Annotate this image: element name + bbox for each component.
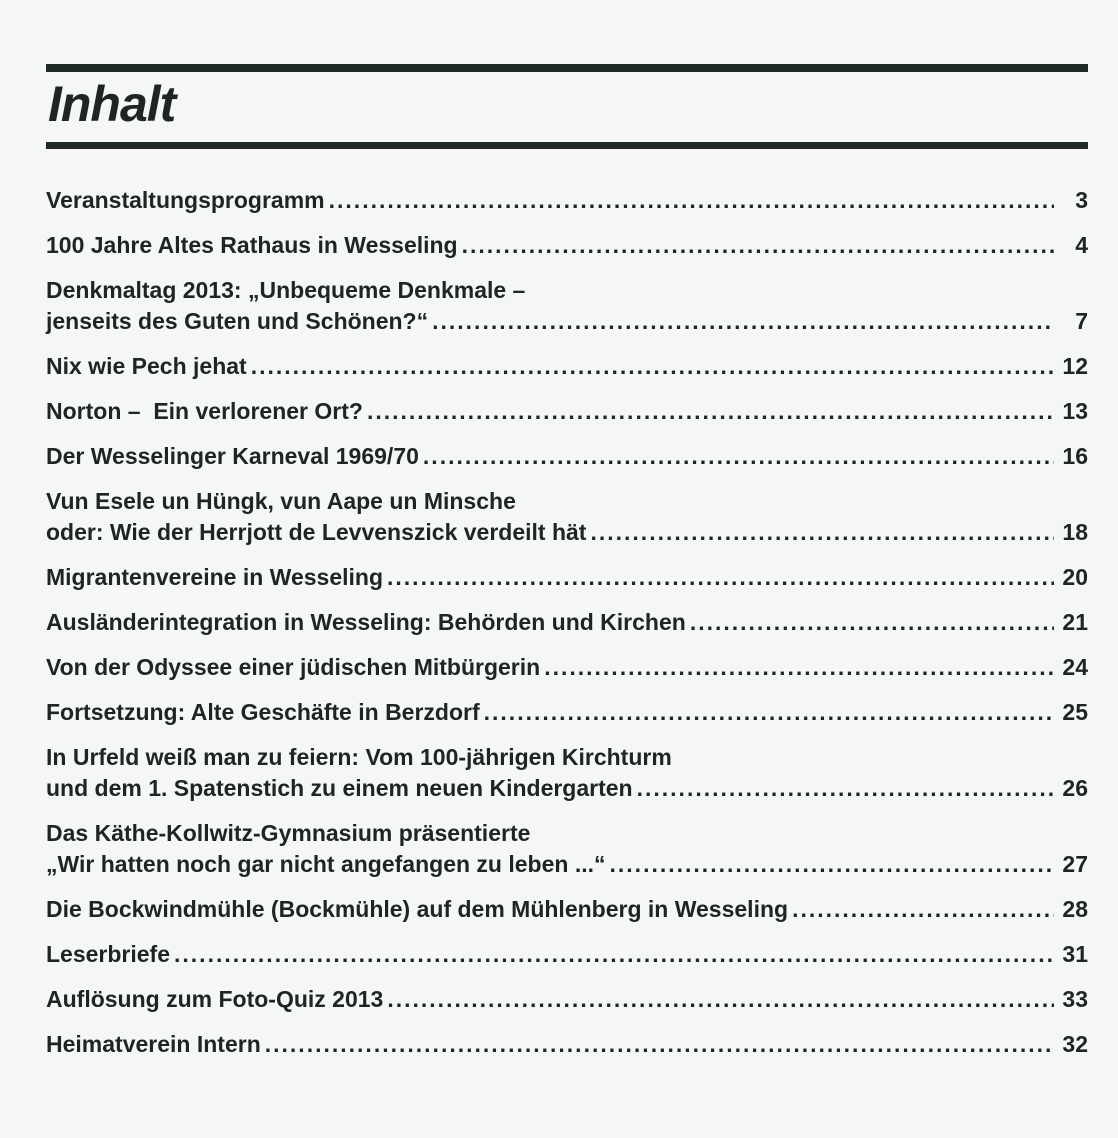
toc-page-number: 32 xyxy=(1062,1031,1088,1057)
toc-entry-altes-rathaus[interactable] xyxy=(46,230,1088,261)
toc-entry-title: Auflösung zum Foto-Quiz 2013 xyxy=(46,986,384,1012)
dot-leader xyxy=(690,607,1054,638)
toc-entry-leserbriefe[interactable] xyxy=(46,939,1088,970)
toc-entry-title-line1: Denkmaltag 2013: „Unbequeme Denkmale – xyxy=(46,277,526,303)
toc-entry-title: Norton – Ein verlorener Ort? xyxy=(46,398,363,424)
dot-leader xyxy=(387,984,1054,1015)
toc-page-number: 16 xyxy=(1062,443,1088,469)
toc-page-number: 12 xyxy=(1062,353,1088,379)
dot-leader xyxy=(329,185,1054,216)
toc-entry-kollwitz-gymnasium[interactable] xyxy=(46,818,1088,880)
toc-page-number: 3 xyxy=(1075,187,1088,213)
toc-entry-odyssee[interactable] xyxy=(46,652,1088,683)
toc-entry-nix-wie-pech[interactable] xyxy=(46,351,1088,382)
page-title: Inhalt xyxy=(48,76,176,132)
toc-entry-foto-quiz[interactable] xyxy=(46,984,1088,1015)
dot-leader xyxy=(265,1029,1054,1060)
toc-entry-berzdorf[interactable] xyxy=(46,697,1088,728)
toc-entry-title-line1: Das Käthe-Kollwitz-Gymnasium präsentierte xyxy=(46,820,531,846)
toc-entry-karneval[interactable] xyxy=(46,441,1088,472)
dot-leader xyxy=(590,517,1054,548)
toc-entry-title: Leserbriefe xyxy=(46,941,171,967)
toc-page-number: 26 xyxy=(1062,775,1088,801)
toc-page-number: 4 xyxy=(1075,232,1088,258)
toc-entry-title: Von der Odyssee einer jüdischen Mitbürgerin xyxy=(46,654,541,680)
toc-entry-title: Veranstaltungsprogramm xyxy=(46,187,325,213)
dot-leader xyxy=(367,396,1054,427)
dot-leader xyxy=(484,697,1054,728)
dot-leader xyxy=(387,562,1054,593)
dot-leader xyxy=(637,773,1054,804)
toc-page-number: 25 xyxy=(1062,699,1088,725)
dot-leader xyxy=(251,351,1054,382)
toc-entry-title: Die Bockwindmühle (Bockmühle) auf dem Mühlenberg in Wesseling xyxy=(46,896,789,922)
toc-entry-title: Migrantenvereine in Wesseling xyxy=(46,564,384,590)
toc-entry-title: jenseits des Guten und Schönen?“ xyxy=(46,308,429,334)
dot-leader xyxy=(423,441,1054,472)
toc-entry-title: Ausländerintegration in Wesseling: Behörden und Kirchen xyxy=(46,609,686,635)
dot-leader xyxy=(174,939,1054,970)
toc-entry-title: Der Wesselinger Karneval 1969/70 xyxy=(46,443,419,469)
toc-page-number: 7 xyxy=(1075,308,1088,334)
toc-page-number: 31 xyxy=(1062,941,1088,967)
table-of-contents-page xyxy=(46,64,1088,1074)
toc-entry-title: Heimatverein Intern xyxy=(46,1031,261,1057)
toc-entry-title-line1: Vun Esele un Hüngk, vun Aape un Minsche xyxy=(46,488,516,514)
toc-entry-veranstaltungsprogramm[interactable] xyxy=(46,185,1088,216)
toc-page-number: 13 xyxy=(1062,398,1088,424)
toc-entry-denkmaltag[interactable] xyxy=(46,275,1088,337)
toc-list xyxy=(46,185,1088,1060)
toc-page-number: 27 xyxy=(1062,851,1088,877)
dot-leader xyxy=(544,652,1054,683)
bottom-divider xyxy=(46,142,1088,149)
dot-leader xyxy=(792,894,1054,925)
toc-page-number: 20 xyxy=(1062,564,1088,590)
toc-page-number: 33 xyxy=(1062,986,1088,1012)
toc-entry-title: „Wir hatten noch gar nicht angefangen zu leben ...“ xyxy=(46,851,606,877)
dot-leader xyxy=(462,230,1054,261)
toc-entry-heimatverein-intern[interactable] xyxy=(46,1029,1088,1060)
toc-entry-title: oder: Wie der Herrjott de Levvenszick verdeilt hät xyxy=(46,519,587,545)
toc-entry-norton[interactable] xyxy=(46,396,1088,427)
toc-entry-auslaenderintegration[interactable] xyxy=(46,607,1088,638)
toc-entry-migrantenvereine[interactable] xyxy=(46,562,1088,593)
top-divider xyxy=(46,64,1088,72)
toc-page-number: 24 xyxy=(1062,654,1088,680)
dot-leader xyxy=(432,306,1054,337)
toc-entry-title: Nix wie Pech jehat xyxy=(46,353,247,379)
toc-page-number: 21 xyxy=(1062,609,1088,635)
toc-entry-title: und dem 1. Spatenstich zu einem neuen Kindergarten xyxy=(46,775,633,801)
toc-entry-title: 100 Jahre Altes Rathaus in Wesseling xyxy=(46,232,458,258)
toc-entry-vun-esele[interactable] xyxy=(46,486,1088,548)
toc-page-number: 28 xyxy=(1062,896,1088,922)
dot-leader xyxy=(610,849,1054,880)
toc-entry-bockwindmuehle[interactable] xyxy=(46,894,1088,925)
toc-entry-title: Fortsetzung: Alte Geschäfte in Berzdorf xyxy=(46,699,480,725)
toc-entry-title-line1: In Urfeld weiß man zu feiern: Vom 100-jährigen Kirchturm xyxy=(46,744,672,770)
toc-entry-urfeld[interactable] xyxy=(46,742,1088,804)
toc-page-number: 18 xyxy=(1062,519,1088,545)
